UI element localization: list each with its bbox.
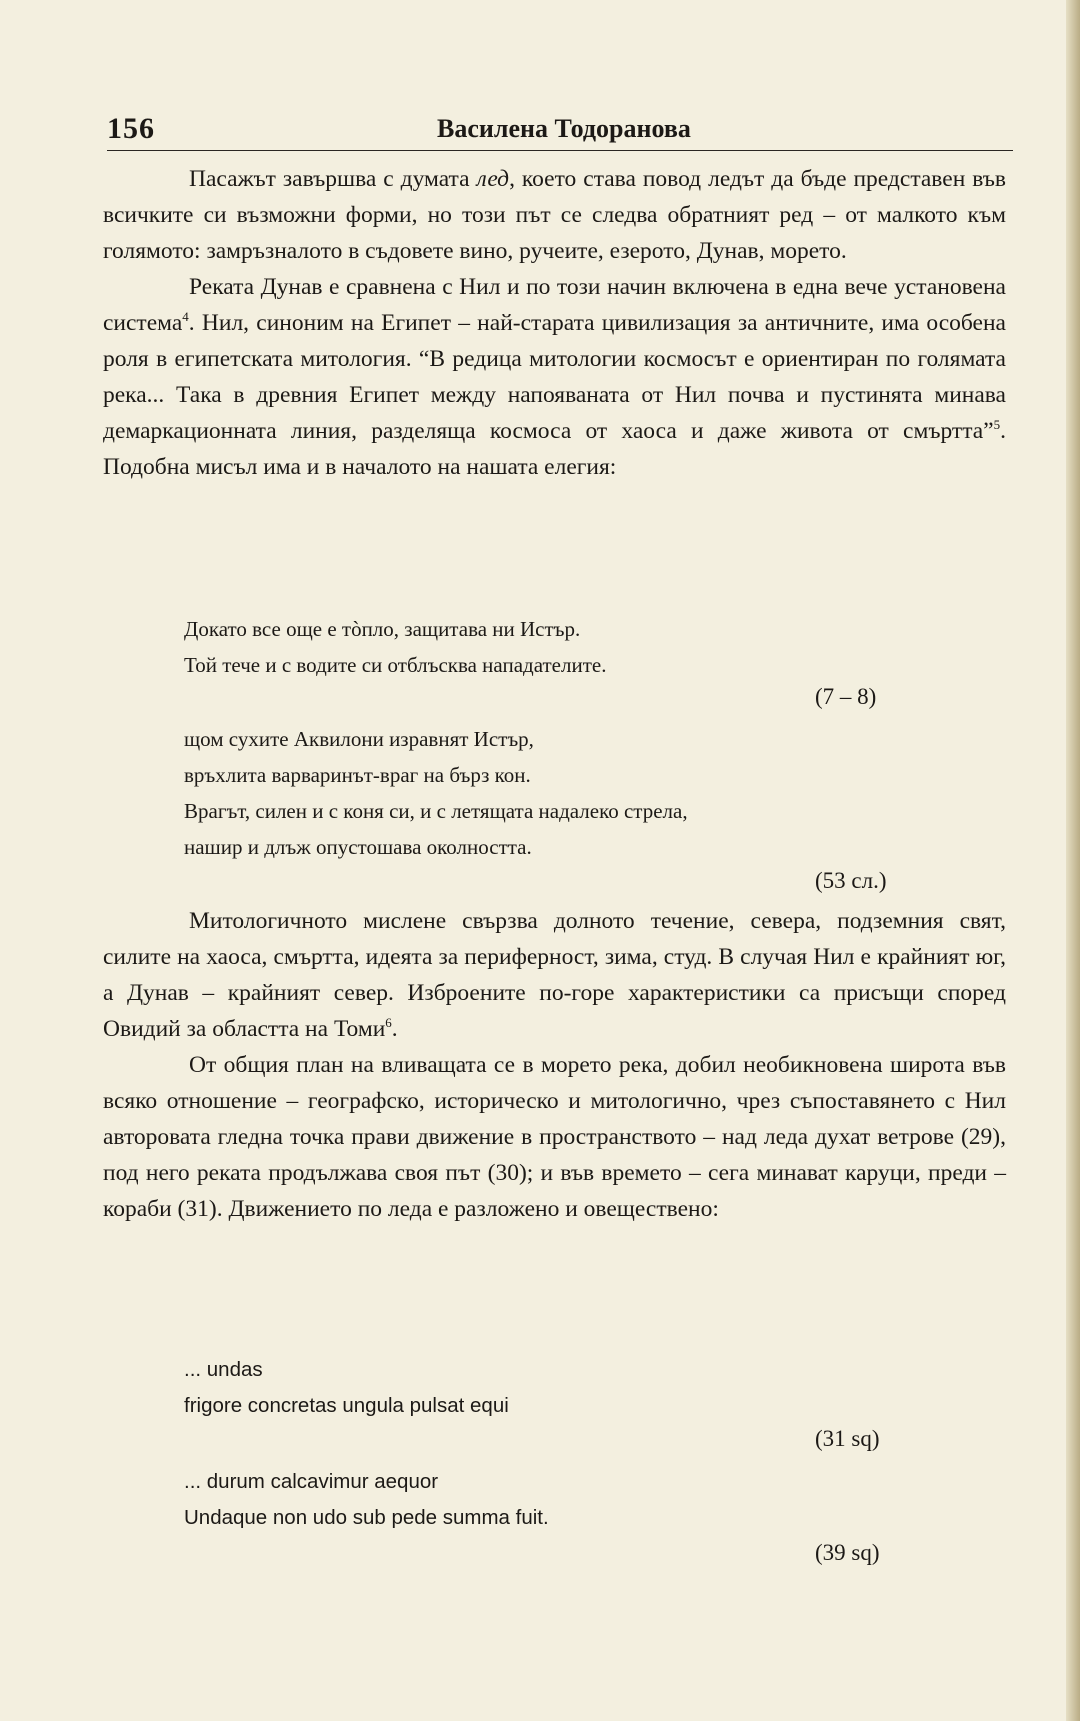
latin-line: ... undas <box>184 1358 263 1381</box>
footnote-4: 4 <box>182 309 189 325</box>
latin-line: frigore concretas ungula pulsat equi <box>184 1394 509 1417</box>
running-header <box>107 110 1013 151</box>
verse-reference-1: (7 – 8) <box>815 684 877 709</box>
verse-line: връхлита варваринът-враг на бърз кон. <box>184 763 531 787</box>
latin-reference-2: (39 sq) <box>815 1540 880 1565</box>
page-edge-shadow <box>1066 0 1080 1721</box>
verse-line: щом сухите Аквилони изравнят Истър, <box>184 727 534 751</box>
paragraph-2: Реката Дунав е сравнена с Нил и по този начин включена в една вече установена система$^4$. Нил, синоним на Египет – най-старата цивилизация за античните, има особена роля в египетската митология. “В редица митологии космосът е ориентиран по голямата река... Така в древния Египет между напояваната от Нил почва и пустинята минава демаркационната линия, разделяща космоса от хаоса и даже живота от смъртта”$^5$. Подобна мисъл има и в началото на нашата елегия: <box>103 274 1006 480</box>
verse-quote-1 <box>184 611 964 683</box>
verse-line: Той тече и с водите си отблъсква нападателите. <box>184 653 607 677</box>
emphasized-word: лед <box>476 166 510 192</box>
footnote-5: 5 <box>993 417 1001 433</box>
verse-line: нашир и длъж опустошава околността. <box>184 835 532 859</box>
paragraph-3-block <box>103 903 1006 1227</box>
page-number: 156 <box>107 112 155 145</box>
running-title: Василена Тодоранова <box>437 114 691 143</box>
latin-line: ... durum calcavimur aequor <box>184 1470 439 1493</box>
verse-reference-2: (53 сл.) <box>815 868 887 893</box>
latin-reference-1: (31 sq) <box>815 1426 880 1451</box>
latin-quote-2 <box>184 1464 964 1536</box>
latin-quote-1 <box>184 1352 964 1424</box>
verse-line: Врагът, силен и с коня си, и с летящата надалеко стрела, <box>184 799 688 823</box>
footnote-6: 6 <box>385 1015 392 1031</box>
paragraph-3: Митологичното мислене свързва долното течение, севера, подземния свят, силите на хаоса, смъртта, идеята за периферност, зима, студ. В случая Нил е крайният юг, а Дунав – крайният север. Изброените по-горе характеристики са присъщи според Овидий за областта на Томи$^6$. <box>103 908 1006 1042</box>
paragraph-1: Пасажът завършва с думата лед, което става повод ледът да бъде представен във всичките си възможни форми, но този път се следва обратният ред – от малкото към голямото: замръзналото в съдовете вино, ручеите, езерото, Дунав, морето. <box>103 166 1006 264</box>
latin-line: Undaque non udo sub pede summa fuit. <box>184 1506 549 1529</box>
paragraph-1-block <box>103 161 1006 485</box>
paragraph-4: От общия план на вливащата се в морето река, добил необикновена широта във всяко отношение – географско, историческо и митологично, чрез съпоставянето с Нил авторовата гледна точка прави движение в пространството – над леда духат ветрове (29), под него реката продължава своя път (30); и във времето – сега минават каруци, преди – кораби (31). Движението по леда е разложено и овеществено: <box>103 1052 1006 1222</box>
verse-quote-2 <box>184 721 964 865</box>
verse-line: Докато все още е тòпло, защитава ни Истър. <box>184 617 581 641</box>
